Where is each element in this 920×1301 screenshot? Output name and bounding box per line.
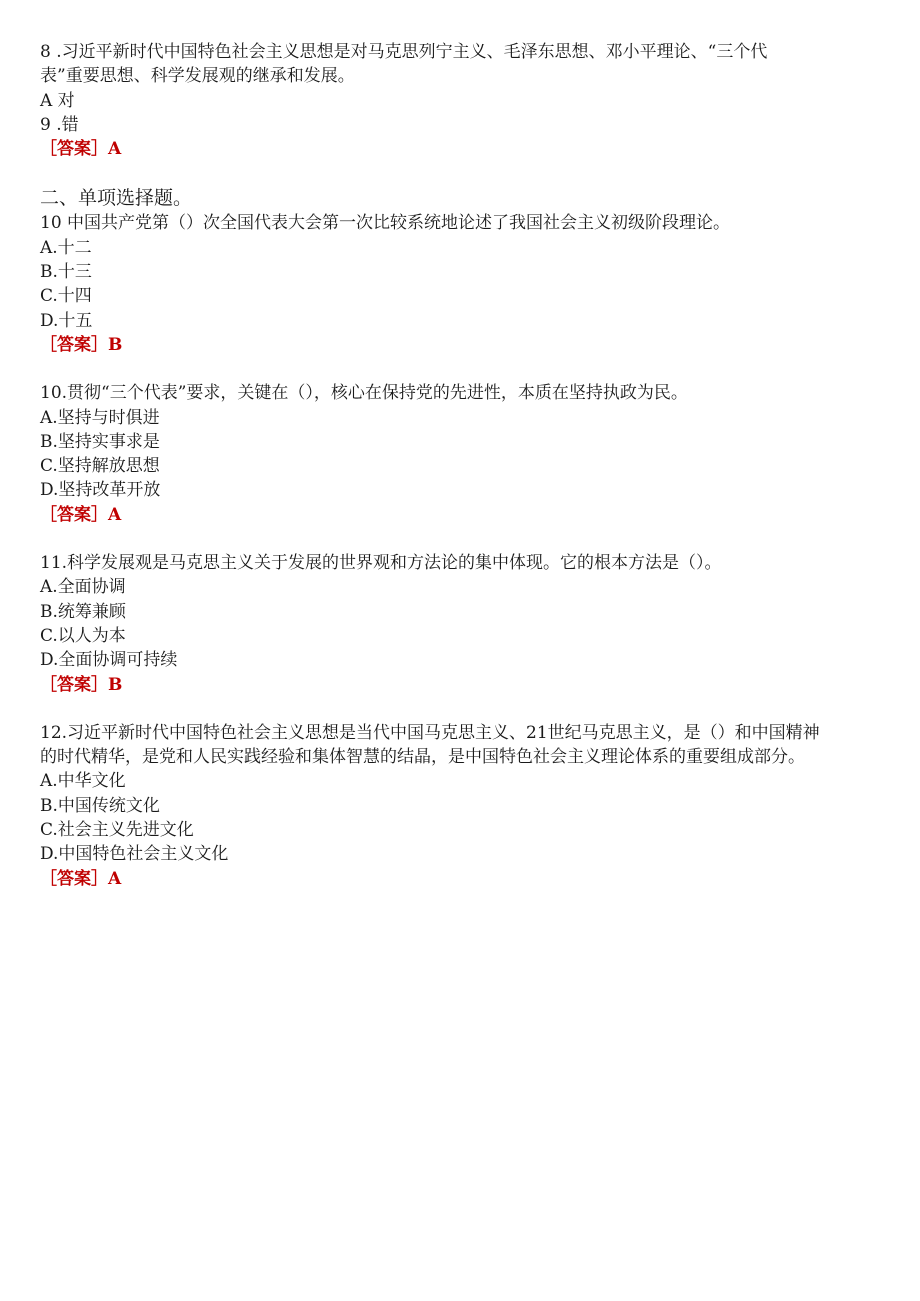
answer-label: ［答案］B [40,334,123,355]
option-c: C.社会主义先进文化 [40,820,194,841]
question-stem-continued: 的时代精华，是党和人民实践经验和集体智慧的结晶，是中国特色社会主义理论体系的重要组成部分。 [40,747,805,768]
question-stem: 12.习近平新时代中国特色社会主义思想是当代中国马克思主义、21世纪马克思主义，是（）和中国精神 [40,722,820,743]
answer-label: ［答案］A [40,504,122,525]
option-a: A.全面协调 [40,577,126,598]
option-d: D.中国特色社会主义文化 [40,844,229,865]
question-11 [40,551,890,697]
option-b: B.十三 [40,262,92,283]
option-b: B.中国传统文化 [40,795,160,816]
option-b: B.统筹兼顾 [40,601,126,622]
question-8 [40,40,890,161]
answer-label: ［答案］A [40,139,122,160]
question-10b [40,381,890,527]
option-b: 9 .错 [40,114,79,135]
question-stem: 10.贯彻“三个代表”要求，关键在（），核心在保持党的先进性，本质在坚持执政为民。 [40,383,688,404]
option-b: B.坚持实事求是 [40,431,160,452]
option-c: C.以人为本 [40,625,126,646]
option-d: D.全面协调可持续 [40,650,178,671]
question-10a [40,211,890,357]
exam-page [40,40,890,891]
option-a: A.坚持与时俱进 [40,407,160,428]
option-c: C.十四 [40,286,92,307]
answer-label: ［答案］B [40,674,123,695]
question-stem: 8 .习近平新时代中国特色社会主义思想是对马克思列宁主义、毛泽东思想、邓小平理论、“三个代 [40,42,768,62]
section-title: 二、单项选择题。 [40,187,193,210]
question-12 [40,721,890,891]
question-stem: 11.科学发展观是马克思主义关于发展的世界观和方法论的集中体现。它的根本方法是（）。 [40,553,722,574]
answer-label: ［答案］A [40,868,122,889]
question-stem: 10 中国共产党第（）次全国代表大会第一次比较系统地论述了我国社会主义初级阶段理论。 [40,213,731,234]
option-c: C.坚持解放思想 [40,456,160,477]
option-d: D.坚持改革开放 [40,480,161,501]
option-a: A.中华文化 [40,771,126,792]
option-a: A 对 [40,90,75,111]
option-a: A.十二 [40,237,92,258]
option-d: D.十五 [40,310,93,331]
question-stem-continued: 表”重要思想、科学发展观的继承和发展。 [40,66,355,87]
